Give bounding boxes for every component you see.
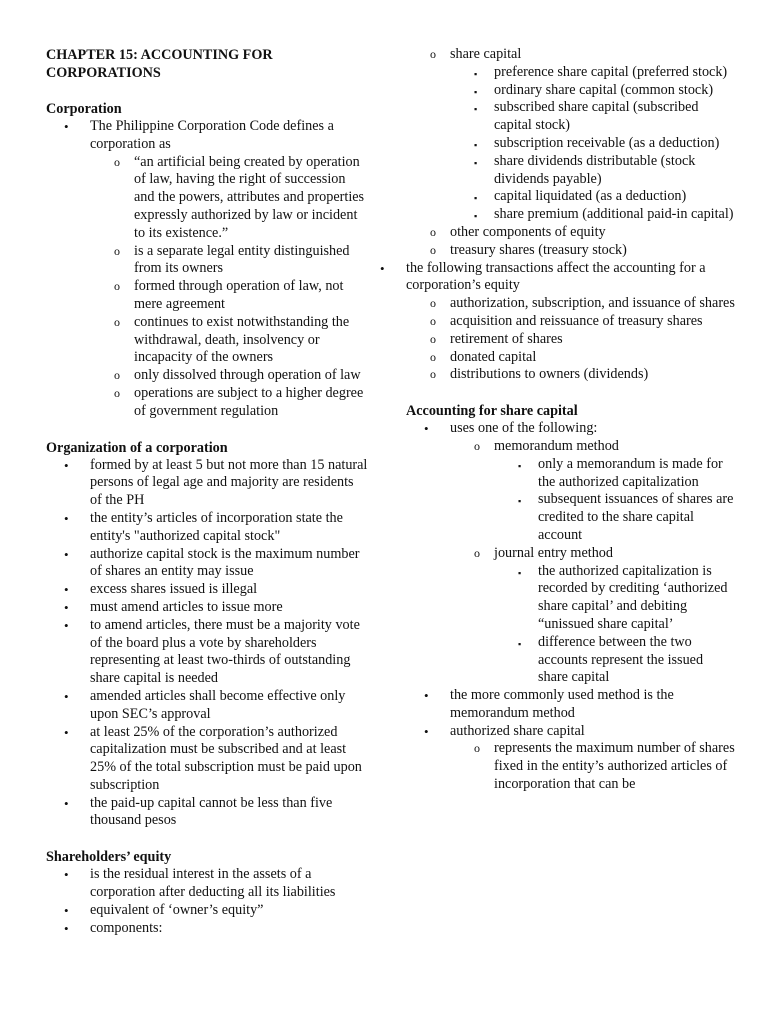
authorized-sublist — [450, 740, 736, 793]
memorandum-sublist — [494, 456, 736, 545]
list-item: • is the residual interest in the assets of a corporation after deducting all its liabilities — [64, 866, 336, 901]
organization-list — [46, 457, 368, 831]
list-item: ▪ ordinary share capital (common stock) — [474, 81, 714, 98]
list-item: o other components of equity — [430, 223, 606, 240]
share-capital-accounting-list — [406, 420, 736, 794]
list-item: o formed through operation of law, not mere agreement — [114, 278, 344, 312]
list-item: • uses one of the following: o memorandum method ▪ only a memorandum is made for the authorized capitalization ▪ subsequent issuances of shares are credited to the share capital account o journal entry method ▪ the authorized capitalization is recorded by crediting ‘authorized share capital’ and debiting “unissued share capital’ ▪ difference between the two accounts represent the issued share capital — [406, 420, 736, 687]
list-item: o memorandum method ▪ only a memorandum is made for the authorized capitalization ▪ subsequent issuances of shares are credited to the share capital account — [450, 438, 736, 545]
corporation-sublist — [90, 154, 368, 421]
list-item: o is a separate legal entity distinguished from its owners — [114, 242, 350, 277]
list-item: ▪ the authorized capitalization is recorded by crediting ‘authorized share capital’ and debiting “unissued share capital’ — [518, 562, 728, 632]
list-item — [362, 46, 736, 260]
section-heading-share-capital: Accounting for share capital — [406, 403, 578, 420]
list-item: o donated capital — [430, 348, 537, 365]
list-item: ▪ subsequent issuances of shares are credited to the share capital account — [518, 491, 734, 543]
list-item: o only dissolved through operation of law — [114, 367, 361, 384]
list-item: • The Philippine Corporation Code defines a corporation as o “an artificial being created by operation of law, having the right of succession and the powers, attributes and properties expressly authorized by law or incident to its existence.” o is a separate legal entity distinguished from its owners o formed through operation of law, not mere agreement o continues to exist notwithstanding the withdrawal, death, insolvency or incapacity of the owners o only dissolved through operation of law o operations are subject to a higher degree of government regulation — [46, 118, 368, 421]
list-item: o operations are subject to a higher degree of government regulation — [114, 384, 364, 419]
list-item: o represents the maximum number of shares fixed in the entity’s authorized articles of incorporation that can be — [474, 740, 735, 793]
share-capital-sublist — [450, 64, 736, 224]
transactions-sublist — [406, 295, 736, 384]
list-item: • the entity’s articles of incorporation state the entity's "authorized capital stock" — [64, 509, 343, 544]
equity-list — [46, 866, 368, 937]
corporation-list — [46, 118, 368, 421]
list-item: ▪ capital liquidated (as a deduction) — [474, 188, 687, 205]
journal-sublist — [494, 563, 736, 688]
list-item: • amended articles shall become effective only upon SEC’s approval — [64, 687, 346, 722]
list-item: • components: — [64, 919, 163, 936]
list-item: o continues to exist notwithstanding the withdrawal, death, insolvency or incapacity of the owners — [114, 313, 350, 366]
list-item: • authorize capital stock is the maximum number of shares an entity may issue — [64, 545, 360, 580]
list-item: ▪ difference between the two accounts represent the issued share capital — [518, 633, 704, 686]
list-item: • to amend articles, there must be a majority vote of the board plus a vote by shareholders representing at least two-thirds of outstanding share capital is needed — [64, 616, 360, 687]
chapter-title: CHAPTER 15: ACCOUNTING FOR CORPORATIONS — [46, 47, 273, 81]
list-item: o “an artificial being created by operation of law, having the right of succession and the powers, attributes and properties expressly authorized by law or incident to its existence.” — [114, 153, 365, 241]
list-item: ▪ share dividends distributable (stock dividends payable) — [474, 152, 696, 187]
list-item: • formed by at least 5 but not more than 15 natural persons of legal age and majority are residents of the PH — [64, 456, 368, 509]
list-item: o share capital ▪ preference share capital (preferred stock) ▪ ordinary share capital (common stock) ▪ subscribed share capital (subscribed capital stock) ▪ subscription receivable (as a deduction) ▪ share dividends distributable (stock dividends payable) ▪ capital liquidated (as a deduction) ▪ share premium (additional paid-in capital) — [406, 46, 736, 224]
list-item: o authorization, subscription, and issuance of shares — [430, 295, 735, 312]
list-item: ▪ share premium (additional paid-in capital) — [474, 206, 734, 223]
section-heading-organization: Organization of a corporation — [46, 439, 228, 456]
list-item: ▪ preference share capital (preferred stock) — [474, 63, 728, 80]
list-item: • excess shares issued is illegal — [64, 581, 258, 598]
right-column — [380, 46, 736, 794]
list-item: • at least 25% of the corporation’s authorized capitalization must be subscribed and at least 25% of the total subscription must be paid upon subscription — [64, 723, 362, 793]
list-item: • the following transactions affect the accounting for a corporation’s equity o authorization, subscription, and issuance of shares o acquisition and reissuance of treasury shares o retirement of shares o donated capital o distributions to owners (dividends) — [380, 259, 735, 383]
list-item: • equivalent of ‘owner’s equity” — [64, 901, 264, 918]
list-item: • authorized share capital o represents the maximum number of shares fixed in the entity’s authorized articles of incorporation that can be — [424, 722, 735, 793]
equity-components-continued — [362, 46, 736, 384]
list-item: • the more commonly used method is the memorandum method — [424, 687, 674, 721]
list-item: ▪ only a memorandum is made for the authorized capitalization — [518, 455, 723, 490]
list-item: o acquisition and reissuance of treasury shares — [430, 312, 703, 329]
list-item: ▪ subscribed share capital (subscribed capital stock) — [474, 99, 699, 134]
list-item: • must amend articles to issue more — [64, 598, 283, 615]
list-item: o journal entry method ▪ the authorized capitalization is recorded by crediting ‘authorized share capital’ and debiting “unissued share capital’ ▪ difference between the two accounts represent the issued share capital — [450, 545, 736, 687]
left-column — [46, 46, 368, 937]
list-item: o treasury shares (treasury stock) — [430, 241, 627, 258]
components-sublist — [406, 46, 736, 260]
list-item: o retirement of shares — [430, 330, 563, 347]
list-item: • the paid-up capital cannot be less than five thousand pesos — [64, 794, 333, 829]
methods-sublist — [450, 438, 736, 687]
section-heading-corporation: Corporation — [46, 101, 122, 117]
list-item: ▪ subscription receivable (as a deduction) — [474, 134, 720, 151]
list-item: o distributions to owners (dividends) — [430, 366, 649, 383]
section-heading-equity: Shareholders’ equity — [46, 849, 172, 866]
